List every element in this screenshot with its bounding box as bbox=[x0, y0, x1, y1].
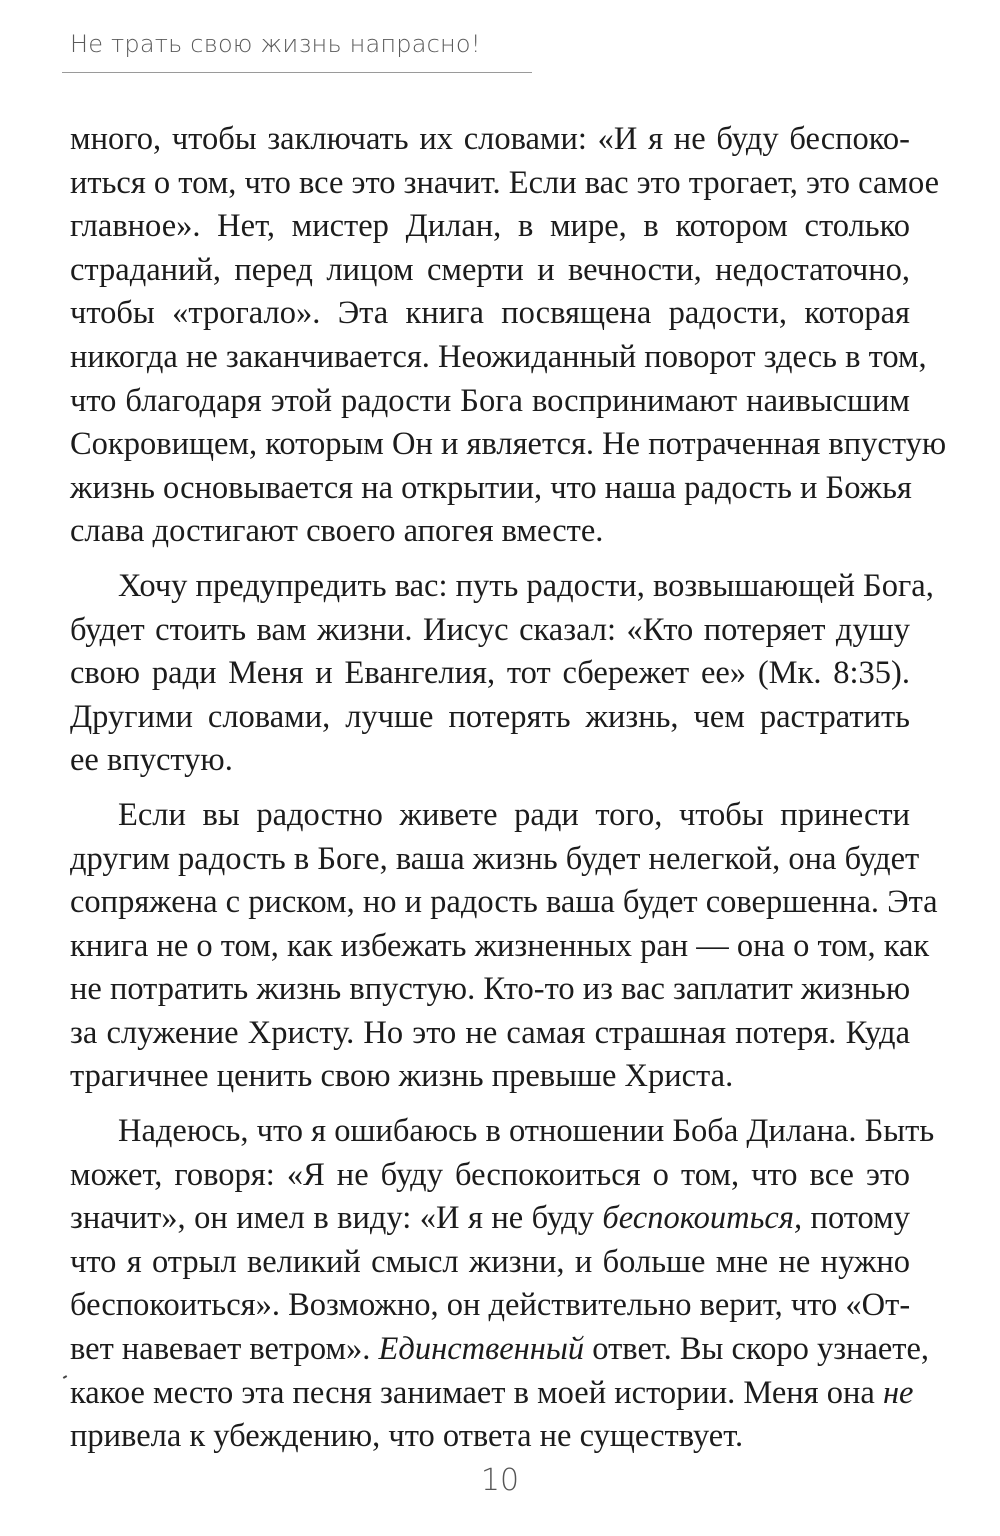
text-line: может, говоря: «Я не буду беспокоиться о том, что все это bbox=[70, 1156, 910, 1193]
text-line: Если вы радостно живете ради того, чтобы принести bbox=[118, 796, 910, 833]
text-run: какое место эта песня занимает в моей истории. Меня она bbox=[70, 1374, 883, 1411]
text-line bbox=[70, 1197, 910, 1241]
text-line: беспокоиться». Возможно, он действительно верит, что «От- bbox=[70, 1287, 911, 1324]
text-run: вет навевает ветром». bbox=[70, 1331, 379, 1368]
text-line: Другими словами, лучше потерять жизнь, чем растратить bbox=[70, 698, 910, 735]
text-line: другим радость в Боге, ваша жизнь будет нелегкой, она будет bbox=[70, 840, 920, 877]
text-line: много, чтобы заключать их словами: «И я не буду беспоко- bbox=[70, 121, 910, 157]
page-body bbox=[70, 118, 947, 1459]
text-line: что благодаря этой радости Бога воспринимают наивысшим bbox=[70, 382, 910, 419]
text-line: свою ради Меня и Евангелия, тот сбережет ее» (Мк. 8:35). bbox=[70, 655, 910, 692]
text-line: что я отрыл великий смысл жизни, и больше мне не нужно bbox=[70, 1243, 910, 1280]
text-line: ее впустую. bbox=[70, 742, 233, 779]
text-run: ответ. Вы скоро узнаете, bbox=[584, 1331, 930, 1368]
text-run: потому bbox=[802, 1200, 910, 1237]
italic-emphasis: беспокоиться, bbox=[602, 1200, 803, 1237]
text-line: будет стоить вам жизни. Иисус сказал: «Кто потеряет душу bbox=[70, 611, 910, 648]
text-line: слава достигают своего апогея вместе. bbox=[70, 513, 604, 550]
paragraph bbox=[70, 1110, 935, 1459]
text-run: значит», он имел в виду: «И я не буду bbox=[70, 1200, 603, 1237]
text-line: не потратить жизнь впустую. Кто-то из вас заплатит жизнью bbox=[70, 971, 911, 1008]
text-line: страданий, перед лицом смерти и вечности, недостаточно, bbox=[70, 251, 910, 288]
text-line bbox=[70, 1328, 930, 1372]
header-rule bbox=[62, 72, 532, 73]
text-line: никогда не заканчивается. Неожиданный поворот здесь в том, bbox=[70, 338, 927, 375]
text-line: Хочу предупредить вас: путь радости, возвышающей Бога, bbox=[118, 567, 934, 604]
running-head-title: Не трать свою жизнь напрасно! bbox=[70, 30, 481, 58]
text-line: главное». Нет, мистер Дилан, в мире, в котором столько bbox=[70, 208, 910, 245]
text-line: за служение Христу. Но это не самая страшная потеря. Куда bbox=[70, 1014, 910, 1051]
text-line: иться о том, что все это значит. Если вас это трогает, это самое bbox=[70, 164, 940, 201]
paragraph bbox=[70, 565, 934, 783]
text-line: трагичнее ценить свою жизнь превыше Христа. bbox=[70, 1058, 734, 1095]
margin-mark bbox=[63, 1375, 67, 1379]
italic-emphasis: Единственный bbox=[378, 1331, 585, 1368]
text-line: Сокровищем, которым Он и является. Не потраченная впустую bbox=[70, 426, 947, 463]
page-number: 10 bbox=[480, 1463, 520, 1498]
text-line bbox=[70, 1372, 914, 1416]
text-line: сопряжена с риском, но и радость ваша будет совершенна. Эта bbox=[70, 884, 938, 921]
paragraph bbox=[70, 794, 938, 1099]
paragraph bbox=[70, 118, 947, 554]
text-line: жизнь основывается на открытии, что наша радость и Божья bbox=[70, 469, 912, 506]
text-line: привела к убеждению, что ответа не существует. bbox=[70, 1418, 744, 1455]
text-line: книга не о том, как избежать жизненных ран — она о том, как bbox=[70, 927, 930, 964]
text-line: чтобы «трогало». Эта книга посвящена радости, которая bbox=[70, 295, 910, 332]
italic-emphasis: не bbox=[882, 1374, 914, 1411]
text-line: Надеюсь, что я ошибаюсь в отношении Боба Дилана. Быть bbox=[118, 1113, 935, 1150]
